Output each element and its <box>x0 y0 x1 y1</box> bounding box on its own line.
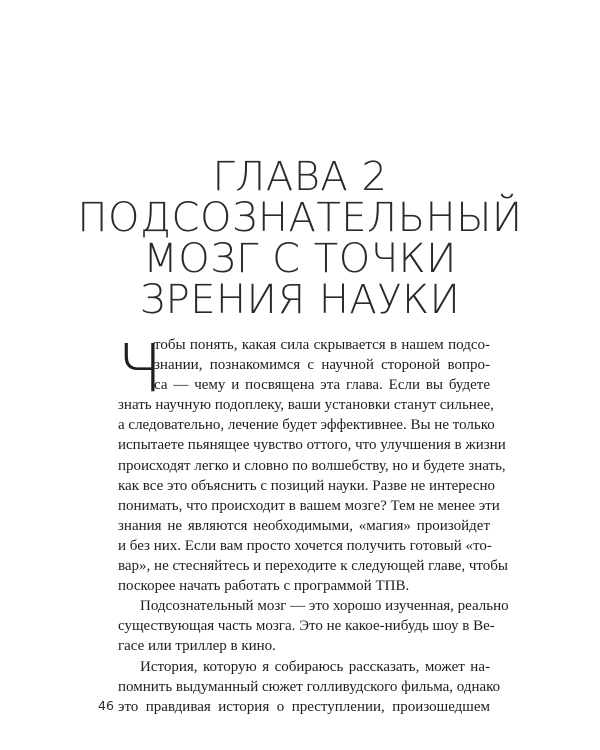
text-line: знания не являются необходимыми, «магия» произойдет <box>118 517 490 534</box>
text-line: гасе или триллер в кино. <box>118 638 276 655</box>
text-line: испытаете пьянящее чувство оттого, что улучшения в жизни <box>118 437 506 454</box>
text-line: помнить выдуманный сюжет голливудского фильма, однако <box>118 678 501 695</box>
text-line: Подсознательный мозг — это хорошо изученная, реально <box>140 598 509 615</box>
text-line: а следовательно, лечение будет эффективнее. Вы не только <box>118 417 495 434</box>
paragraph-1 <box>117 330 508 596</box>
text-line: происходят легко и словно по волшебству, но и будете знать, <box>118 457 506 474</box>
text-line: понимать, что происходит в вашем мозге? Тем не менее эти <box>118 497 500 514</box>
text-line: поскорее начать работать с программой ТПВ. <box>118 578 410 595</box>
text-line: вар», не стесняйтесь и переходите к следующей главе, чтобы <box>118 558 508 575</box>
chapter-title-line: МОЗГ С ТОЧКИ <box>143 235 457 282</box>
chapter-body-text <box>117 330 509 717</box>
text-line: са — чему и посвящена эта глава. Если вы будете <box>154 377 490 394</box>
text-line: знании, познакомимся с научной стороной вопро- <box>154 357 490 374</box>
text-line: как все это объяснить с позиций науки. Разве не интересно <box>118 477 496 494</box>
chapter-title-line: ГЛАВА 2 <box>212 153 388 200</box>
text-line: знать научную подоплеку, ваши установки станут сильнее, <box>118 397 494 414</box>
chapter-title <box>0 153 600 323</box>
chapter-title-line: ЗРЕНИЯ НАУКИ <box>139 276 461 323</box>
chapter-title-line: ПОДСОЗНАТЕЛЬНЫЙ <box>77 194 523 241</box>
text-line: История, которую я собираюсь рассказать, может на- <box>140 658 490 675</box>
paragraph-3 <box>118 657 501 717</box>
text-line: это правдивая история о преступлении, произошедшем <box>118 698 490 715</box>
page-number: 46 <box>98 698 114 713</box>
text-line: и без них. Если вам просто хочется получить готовый «то- <box>118 537 492 554</box>
text-line: существующая часть мозга. Это не какое-нибудь шоу в Ве- <box>118 618 495 635</box>
text-line: тобы понять, какая сила скрывается в нашем подсо- <box>154 337 490 353</box>
paragraph-2 <box>118 596 509 656</box>
drop-cap-letter: Ч <box>117 330 163 407</box>
